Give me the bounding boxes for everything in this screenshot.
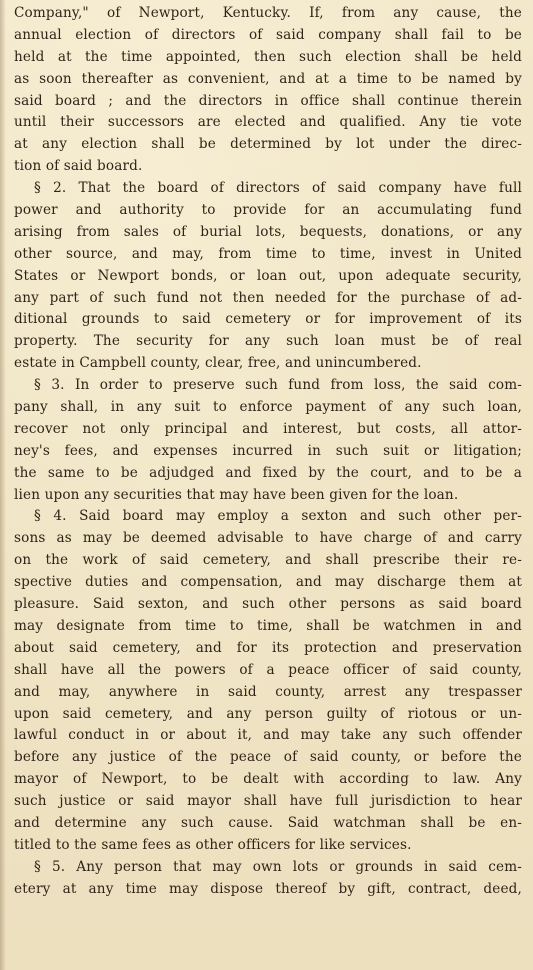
text-line: other source, and may, from time to time, invest in United <box>14 245 522 262</box>
text-line: at any election shall be determined by lot under the direc- <box>14 136 522 153</box>
text-line: property. The security for any such loan must be of real <box>14 333 522 350</box>
text-line: ney's fees, and expenses incurred in such suit or litigation; <box>14 442 522 459</box>
text-line: before any justice of the peace of said county, or before the <box>14 749 522 766</box>
text-line: lawful conduct in or about it, and may take any such offender <box>14 727 522 744</box>
text-line: on the work of said cemetery, and shall prescribe their re- <box>14 552 522 569</box>
text-line: pany shall, in any suit to enforce payment of any such loan, <box>14 399 522 416</box>
text-line: arising from sales of burial lots, bequests, donations, or any <box>14 223 522 240</box>
text-line: shall have all the powers of a peace officer of said county, <box>14 661 522 678</box>
text-line: etery at any time may dispose thereof by gift, contract, deed, <box>14 880 522 897</box>
text-line: § 3. In order to preserve such fund from loss, the said com- <box>34 377 522 394</box>
text-line: may designate from time to time, shall be watchmen in and <box>14 617 522 634</box>
text-line: Company," of Newport, Kentucky. If, from any cause, the <box>14 5 522 21</box>
text-line: § 2. That the board of directors of said company have full <box>34 180 522 197</box>
text-line: as soon thereafter as convenient, and at a time to be named by <box>14 70 522 87</box>
text-line: and may, anywhere in said county, arrest any trespasser <box>14 683 522 700</box>
page-gutter-shadow <box>0 0 6 970</box>
text-line: lien upon any securities that may have been given for the loan. <box>14 486 459 503</box>
text-line: pleasure. Said sexton, and such other persons as said board <box>14 596 522 613</box>
text-line: until their successors are elected and qualified. Any tie vote <box>14 114 522 131</box>
text-line: § 5. Any person that may own lots or grounds in said cem- <box>34 858 522 875</box>
text-line: any part of such fund not then needed for the purchase of ad- <box>14 289 522 306</box>
text-line: sons as may be deemed advisable to have charge of and carry <box>14 530 522 547</box>
text-line: tion of said board. <box>14 158 143 175</box>
text-line: ditional grounds to said cemetery or for improvement of its <box>14 311 522 328</box>
text-line: and determine any such cause. Said watchman shall be en- <box>14 814 522 831</box>
text-line: such justice or said mayor shall have full jurisdiction to hear <box>14 793 522 810</box>
text-line: mayor of Newport, to be dealt with according to law. Any <box>14 771 522 788</box>
text-line: held at the time appointed, then such election shall be held <box>14 48 522 65</box>
text-line: upon said cemetery, and any person guilty of riotous or un- <box>14 705 522 722</box>
statute-text-block <box>14 3 522 901</box>
text-line: titled to the same fees as other officers for like services. <box>14 836 412 853</box>
text-line: spective duties and compensation, and may discharge them at <box>14 574 522 591</box>
text-line: estate in Campbell county, clear, free, and unincumbered. <box>14 355 422 372</box>
text-line: annual election of directors of said company shall fail to be <box>14 26 522 43</box>
text-line: States or Newport bonds, or loan out, upon adequate security, <box>14 267 522 284</box>
text-line: the same to be adjudged and fixed by the court, and to be a <box>14 464 522 481</box>
text-line: § 4. Said board may employ a sexton and such other per- <box>34 508 522 525</box>
text-line: power and authority to provide for an accumulating fund <box>14 202 522 219</box>
text-line: about said cemetery, and for its protection and preservation <box>14 639 522 656</box>
text-line: recover not only principal and interest, but costs, all attor- <box>14 420 522 437</box>
text-line: said board ; and the directors in office shall continue therein <box>14 92 522 109</box>
